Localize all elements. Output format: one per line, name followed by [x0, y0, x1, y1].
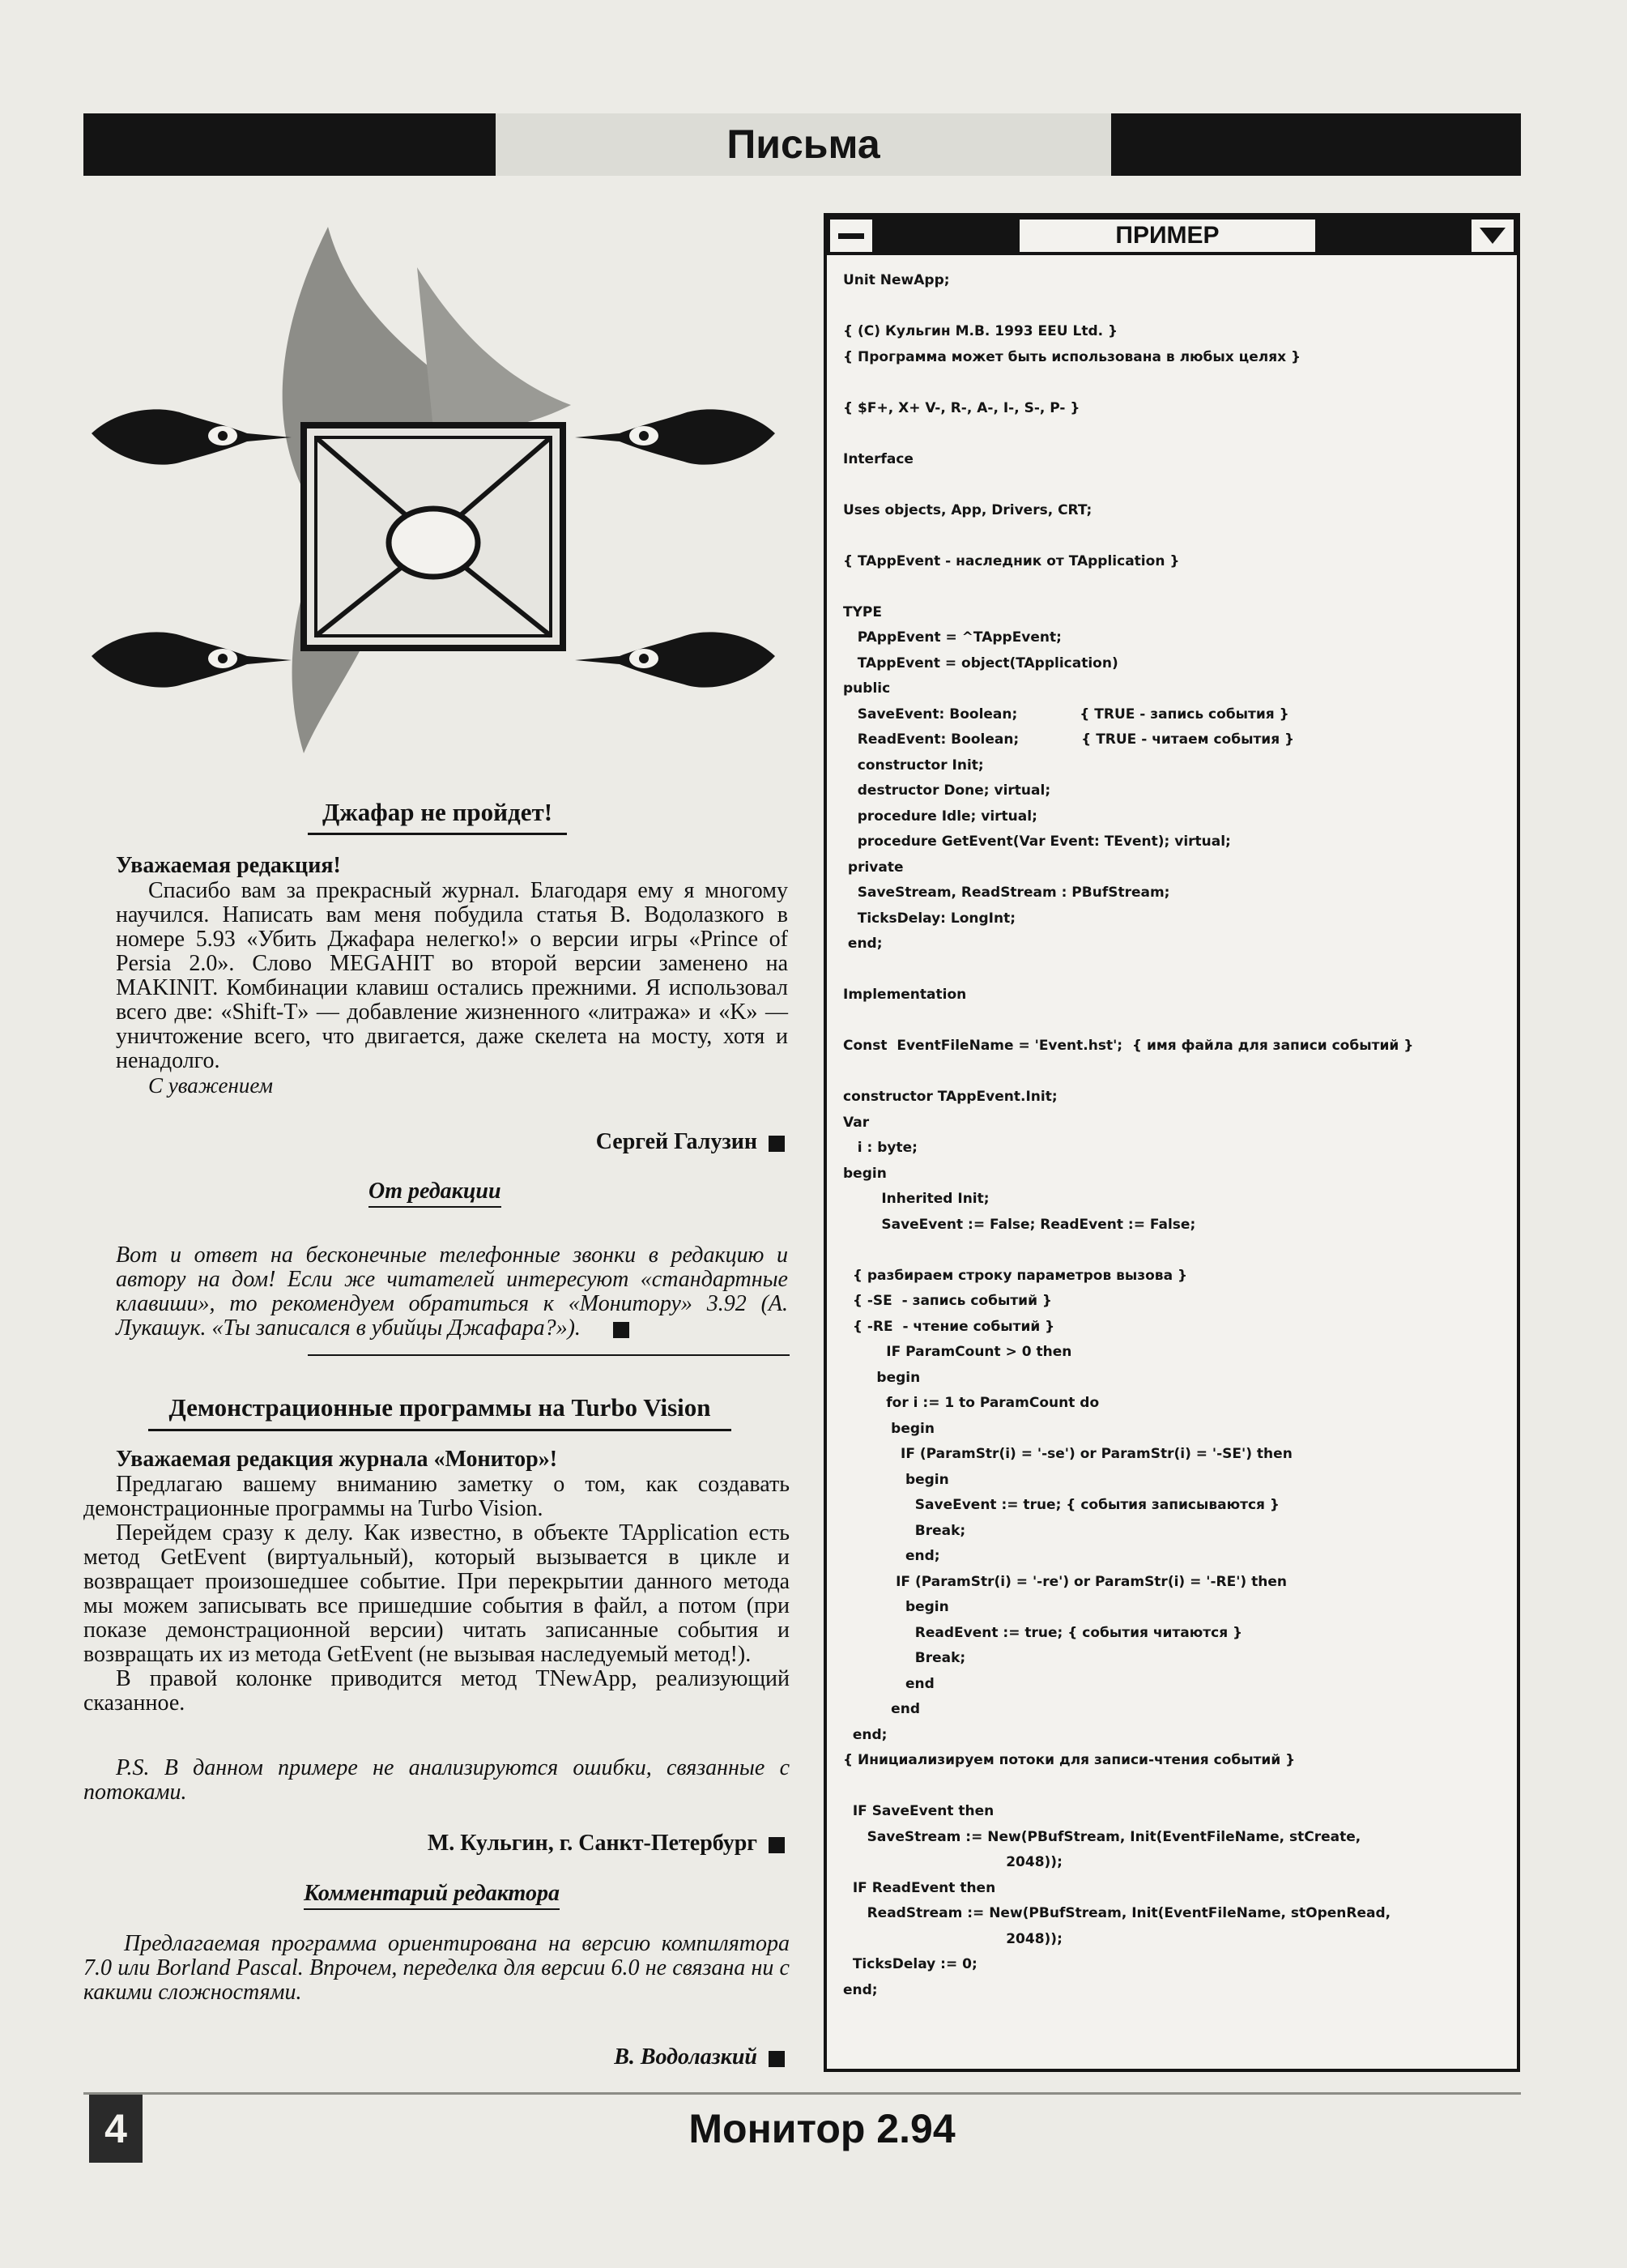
minus-icon[interactable] — [830, 220, 872, 252]
code-line: ReadEvent: Boolean; { TRUE - читаем события } — [843, 731, 1295, 748]
letter2-paragraph: Предлагаю вашему вниманию заметку о том, как создавать демонстрационные программы на Turbo Vision. — [83, 1472, 790, 1521]
code-line: end; — [843, 936, 883, 952]
code-line: SaveStream := New(PBufStream, Init(EventFileName, stCreate, — [843, 1828, 1361, 1845]
letter1-paragraph: Спасибо вам за прекрасный журнал. Благодаря ему я многому научился. Написать вам меня побудила статья В. Водолазкого в номере 5.93 «Убить Джафара нелегко!» о версии игры «Prince of Persia 2.0». Слово MEGAHIT во второй версии заменено на MAKINIT. Комбинации клавиш остались прежними. Я использовал всего две: «Shift-T» — добавление жизненного «литража» и «K» — уничтожение всего, что двигается, даже скелета на мосту, хотя и ненадолго. — [116, 878, 788, 1073]
code-line — [843, 1238, 1509, 1264]
code-line: { Инициализируем потоки для записи-чтения событий } — [843, 1752, 1296, 1768]
code-line: constructor TAppEvent.Init; — [843, 1089, 1058, 1105]
code-line: Uses objects, App, Drivers, CRT; — [843, 501, 1092, 518]
letter2-editor-text-content: Предлагаемая программа ориентирована на версию компилятора 7.0 или Borland Pascal. Впрочем, переделка для версии 6.0 не связана ни с какими сложностями. — [83, 1931, 790, 2005]
letter2-signature: М. Кульгин, г. Санкт-Петербург — [427, 1831, 757, 1856]
code-line: IF ParamCount > 0 then — [843, 1344, 1072, 1360]
code-line: for i := 1 to ParamCount do — [843, 1395, 1100, 1411]
letter2-ps-text: P.S. В данном примере не анализируются ошибки, связанные с потоками. — [83, 1755, 790, 1805]
letter2-paragraph: В правой колонке приводится метод TNewApp, реализующий сказанное. — [83, 1666, 790, 1716]
code-line: Const EventFileName = 'Event.hst'; { имя файла для записи событий } — [843, 1038, 1414, 1054]
letter1-editor-heading: От редакции — [368, 1179, 501, 1208]
triangle-down-icon[interactable] — [1472, 220, 1514, 252]
code-line: destructor Done; virtual; — [843, 782, 1051, 799]
code-line: { TAppEvent - наследник от TApplication } — [843, 552, 1180, 569]
code-line: end — [843, 1675, 935, 1692]
section-title: Письма — [496, 113, 1111, 176]
code-line: begin — [843, 1420, 935, 1437]
code-line: IF (ParamStr(i) = '-se') or ParamStr(i) = '-SE') then — [843, 1446, 1293, 1462]
code-line: begin — [843, 1165, 887, 1182]
code-line: 2048)); — [843, 1854, 1063, 1870]
code-line: Var — [843, 1114, 870, 1131]
code-line: ReadEvent := true; { события читаются } — [843, 1624, 1243, 1641]
code-line: Interface — [843, 450, 914, 467]
code-line: TAppEvent = object(TApplication) — [843, 654, 1118, 671]
code-line — [843, 294, 1509, 320]
code-line: { (C) Кульгин М.В. 1993 EEU Ltd. } — [843, 323, 1118, 339]
letter1-salutation: Уважаемая редакция! — [116, 853, 341, 878]
code-line: SaveEvent := true; { события записываются } — [843, 1497, 1280, 1513]
code-line: procedure GetEvent(Var Event: TEvent); virtual; — [843, 833, 1231, 850]
letter1-title: Джафар не пройдет! — [322, 798, 553, 826]
letter2-paragraph: Перейдем сразу к делу. Как известно, в объекте TApplication есть метод GetEvent (виртуальный), который вызывается в цикле и возвращает произошедшее событие. При перекрытии данного метода мы можем записывать все пришедшие события в файл, а потом (при показе демонстрационной версии) читать записанные события и возвращать их из метода GetEvent (не вызывая наследуемый метод!). — [83, 1520, 790, 1667]
code-line: Implementation — [843, 987, 967, 1003]
code-example-window — [824, 213, 1520, 2072]
code-line: { разбираем строку параметров вызова } — [843, 1267, 1188, 1284]
letter2-ps — [83, 1756, 790, 1805]
letter2-signature-line — [428, 1831, 785, 1857]
letter2-editor-signature-line — [614, 2044, 785, 2070]
code-line — [843, 957, 1509, 983]
code-line: end; — [843, 1548, 940, 1564]
code-line — [843, 1774, 1509, 1800]
code-line: { -RE - чтение событий } — [843, 1318, 1055, 1335]
code-window-title: ПРИМЕР — [1020, 220, 1315, 252]
code-line: 2048)); — [843, 1930, 1063, 1947]
code-window-titlebar — [827, 216, 1517, 255]
code-line — [843, 472, 1509, 498]
code-line: private — [843, 859, 904, 876]
code-line: TicksDelay: LongInt; — [843, 910, 1016, 927]
letter1-editor-text — [116, 1243, 788, 1341]
code-line: begin — [843, 1599, 949, 1615]
code-line: procedure Idle; virtual; — [843, 808, 1037, 825]
letter1-closing: С уважением — [148, 1073, 273, 1098]
code-line: SaveEvent := False; ReadEvent := False; — [843, 1216, 1196, 1233]
code-line: { Программа может быть использована в любых целях } — [843, 348, 1301, 365]
code-line — [843, 574, 1509, 600]
letter2-title: Демонстрационные программы на Turbo Vision — [168, 1393, 711, 1422]
code-line: i : byte; — [843, 1140, 918, 1156]
letter1-signature-line — [596, 1129, 785, 1155]
code-line: begin — [843, 1369, 921, 1386]
code-line: end — [843, 1701, 920, 1717]
end-mark-icon — [769, 2051, 785, 2067]
code-line: { -SE - запись событий } — [843, 1293, 1053, 1309]
code-line: IF SaveEvent then — [843, 1803, 995, 1819]
code-line — [843, 523, 1509, 549]
letter1-body — [116, 879, 788, 1073]
code-line: end; — [843, 1981, 878, 1998]
code-line: ReadStream := New(PBufStream, Init(EventFileName, stOpenRead, — [843, 1905, 1391, 1921]
letter2-editor-heading: Комментарий редактора — [304, 1881, 560, 1910]
code-line — [843, 421, 1509, 447]
code-line — [843, 1008, 1509, 1034]
end-mark-icon — [613, 1322, 629, 1338]
publication-title: Монитор 2.94 — [688, 2106, 956, 2151]
code-line: Inherited Init; — [843, 1191, 990, 1207]
code-line: IF ReadEvent then — [843, 1879, 996, 1896]
envelope-illustration — [85, 219, 798, 778]
code-line: TYPE — [843, 603, 882, 620]
code-line: public — [843, 680, 891, 697]
letter1-editor-text-content: Вот и ответ на бесконечные телефонные звонки в редакцию и автору на дом! Если же читателей интересуют «стандартные клавиши», то рекомендуем обратиться к «Монитору» 3.92 (А. Лукашук. «Ты записался в убийцы Джафара?»). — [116, 1243, 788, 1341]
code-listing — [843, 268, 1509, 2003]
envelope-bird-icon — [85, 219, 798, 778]
code-line: constructor Init; — [843, 757, 984, 774]
code-line — [843, 370, 1509, 396]
code-line: Break; — [843, 1522, 966, 1539]
section-header — [83, 113, 1521, 176]
code-line: PAppEvent = ^TAppEvent; — [843, 629, 1062, 646]
letter1-end-rule — [308, 1354, 790, 1356]
page-number: 4 — [89, 2095, 143, 2163]
code-line: end; — [843, 1726, 888, 1743]
end-mark-icon — [769, 1136, 785, 1152]
code-line: IF (ParamStr(i) = '-re') or ParamStr(i) = '-RE') then — [843, 1573, 1287, 1590]
letter2-editor-text — [83, 1932, 790, 2005]
code-line: { $F+, X+ V-, R-, A-, I-, S-, P- } — [843, 399, 1080, 416]
letter2-salutation: Уважаемая редакция журнала «Монитор»! — [116, 1447, 558, 1472]
letter2-title-rule — [148, 1429, 731, 1431]
end-mark-icon — [769, 1837, 785, 1853]
code-line: begin — [843, 1471, 949, 1488]
letter2-body — [83, 1473, 790, 1716]
letter1-title-rule — [308, 833, 567, 835]
code-line: SaveEvent: Boolean; { TRUE - запись события } — [843, 706, 1289, 723]
code-line: TicksDelay := 0; — [843, 1956, 977, 1972]
letter2-editor-signature: В. Водолазкий — [614, 2044, 757, 2070]
code-line: SaveStream, ReadStream : PBufStream; — [843, 885, 1170, 901]
letter1-signature: Сергей Галузин — [595, 1129, 757, 1154]
code-line — [843, 1059, 1509, 1085]
code-line: Unit NewApp; — [843, 272, 950, 288]
code-line: Break; — [843, 1650, 966, 1666]
